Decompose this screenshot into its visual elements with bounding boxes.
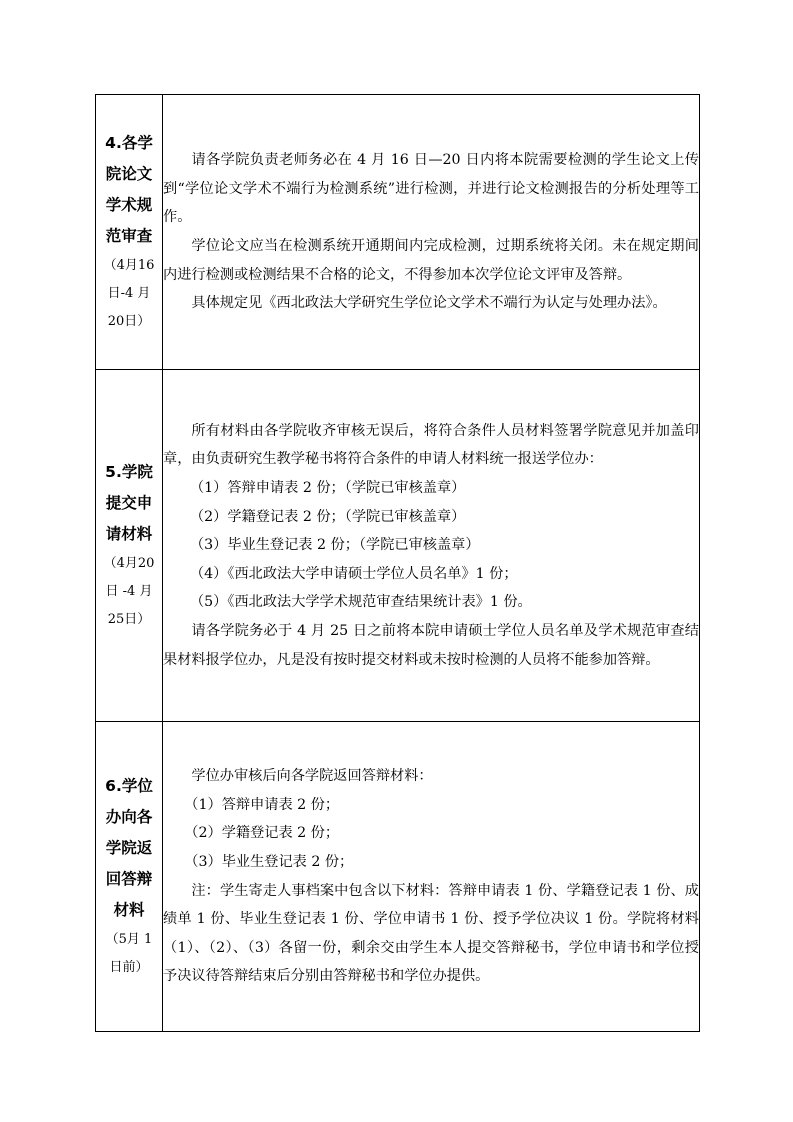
- step-title: 学院返: [105, 839, 153, 857]
- paragraph: 请各学院负责老师务必在 4 月 16 日—20 日内将本院需要检测的学生论文上传到“学位论文学术不端行为检测系统”进行检测，并进行论文检测报告的分析处理等工作。: [163, 152, 699, 226]
- list-item: （1）答辩申请表 2 份；: [184, 796, 340, 813]
- step-label-cell: [96, 95, 163, 370]
- step-date: （4月20: [103, 556, 155, 571]
- step-date: 25日）: [107, 612, 151, 627]
- step-title: 提交申: [105, 494, 153, 512]
- list-item: （1）答辩申请表 2 份；（学院已审核盖章）: [189, 480, 466, 497]
- list-item: （3）毕业生登记表 2 份；（学院已审核盖章）: [189, 537, 480, 554]
- step-title: 6.学位: [105, 777, 153, 795]
- table-row: [96, 722, 700, 1032]
- step-title: 回答辩: [105, 870, 153, 888]
- step-content-cell: [163, 95, 700, 370]
- paragraph: 学位论文应当在检测系统开通期间内完成检测，过期系统将关闭。未在规定期间内进行检测或检测结果不合格的论文，不得参加本次学位论文评审及答辩。: [163, 238, 699, 283]
- table-row: [96, 370, 700, 722]
- step-title: 范审查: [105, 227, 153, 245]
- step-title: 院论文: [105, 165, 153, 183]
- step-title: 学术规: [105, 196, 153, 214]
- step-title: 材料: [113, 901, 145, 919]
- process-table: [95, 94, 700, 1032]
- step-label-cell: [96, 722, 163, 1032]
- step-title: 4.各学: [105, 134, 153, 152]
- step-title: 请材料: [105, 525, 153, 543]
- intro-paragraph: 学位办审核后向各学院返回答辩材料：: [191, 768, 433, 785]
- list-item: （3）毕业生登记表 2 份；: [184, 853, 354, 870]
- paragraph: 具体规定见《西北政法大学研究生学位论文学术不端行为认定与处理办法》。: [191, 295, 667, 312]
- note-paragraph: 注：学生寄走人事档案中包含以下材料：答辩申请表 1 份、学籍登记表 1 份、成绩单 1 份、毕业生登记表 1 份、学位申请书 1 份、授予学位决议 1 份。学院将材料（1）、（2）、（3）各留一份，剩余交由学生本人提交答辩秘书，学位申请书和学位授予决议待答辩结束后分别由答辩秘书和学位办提供。: [163, 882, 699, 985]
- step-content-cell: [163, 370, 700, 722]
- list-item: （4）《西北政法大学申请硕士学位人员名单》1 份；: [189, 565, 518, 582]
- step-date: 日前）: [109, 960, 149, 975]
- list-item: （2）学籍登记表 2 份；: [184, 825, 340, 842]
- intro-paragraph: 所有材料由各学院收齐审核无误后，将符合条件人员材料签署学院意见并加盖印章，由负责研究生教学秘书将符合条件的申请人材料统一报送学位办：: [163, 422, 699, 468]
- step-date: 日 -4 月: [105, 584, 153, 599]
- list-item: （5）《西北政法大学学术规范审查结果统计表》1 份。: [189, 594, 532, 611]
- step-title: 5.学院: [105, 463, 153, 481]
- step-label-cell: [96, 370, 163, 722]
- step-date: 20日）: [107, 314, 151, 329]
- step-date: （4月16: [103, 258, 155, 273]
- step-title: 办向各: [105, 808, 153, 826]
- step-date: 日-4 月: [107, 286, 151, 301]
- step-date: （5月 1: [105, 932, 153, 947]
- table-row: [96, 95, 700, 370]
- step-content-cell: [163, 722, 700, 1032]
- closing-paragraph: 请各学院务必于 4 月 25 日之前将本院申请硕士学位人员名单及学术规范审查结果材料报学位办，凡是没有按时提交材料或未按时检测的人员将不能参加答辩。: [163, 622, 699, 668]
- list-item: （2）学籍登记表 2 份；（学院已审核盖章）: [189, 508, 466, 525]
